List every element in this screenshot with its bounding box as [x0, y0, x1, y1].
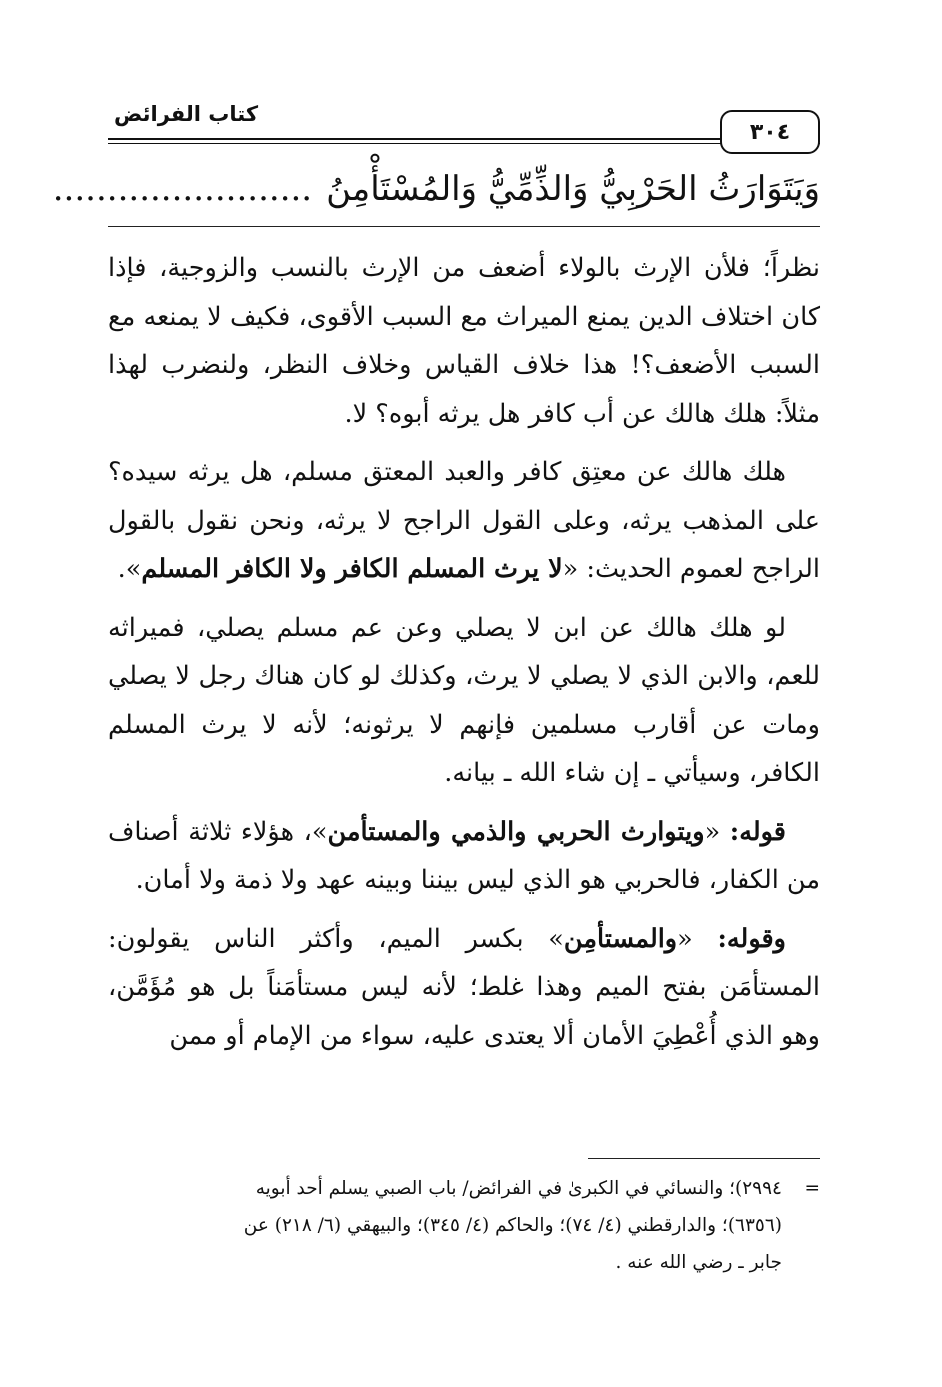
- matn-divider: [108, 226, 820, 227]
- commentary-body: [108, 244, 820, 1070]
- matn-line: [52, 160, 820, 218]
- footnote-line: [108, 1207, 820, 1244]
- paragraph-5: [108, 915, 820, 1061]
- paragraph-4: [108, 808, 820, 905]
- footnotes: [108, 1170, 820, 1281]
- page-header: [108, 100, 820, 146]
- book-page: [52, 92, 820, 1362]
- page-number: ٣٠٤: [720, 110, 820, 154]
- matn-quote: والمستأمِن: [563, 923, 678, 954]
- paragraph-text: «: [677, 923, 718, 954]
- matn-quote: ويتوارث الحربي والذمي والمستأمن: [327, 816, 705, 847]
- qawluhu-label: وقوله:: [717, 923, 786, 954]
- qawluhu-label: قوله:: [729, 816, 786, 847]
- footnote-text: جابر ـ رضي الله عنه .: [615, 1252, 782, 1273]
- header-rule-thin: [108, 143, 820, 144]
- paragraph-text: » بكسر الميم، وأكثر الناس يقولون: المستأمَن بفتح الميم وهذا غلط؛ لأنه ليس مستأمَناً بل هو مُؤَمَّن، وهو الذي أُعْطِيَ الأمان ألا يعتدى عليه، سواء من الإمام أو ممن: [108, 923, 820, 1051]
- paragraph-text: »، هؤلاء ثلاثة أصناف من الكفار، فالحربي هو الذي ليس بيننا وبينه عهد ولا ذمة ولا أمان.: [108, 816, 820, 895]
- paragraph-text: هلك هالك عن معتِق كافر والعبد المعتق مسلم، هل يرثه سيده؟ على المذهب يرثه، وعلى القول الراجح لا يرثه، ونحن نقول بالقول الراجح لعموم الحديث: «: [108, 457, 820, 584]
- paragraph-3: [108, 604, 820, 798]
- paragraph-text: ».: [117, 554, 142, 584]
- footnote-text: ٢٩٩٤)؛ والنسائي في الكبرىٰ في الفرائض/ باب الصبي يسلم أحد أبويه: [255, 1178, 782, 1199]
- paragraph-1: [108, 244, 820, 438]
- paragraph-2: [108, 448, 820, 594]
- hadith-quote: لا يرث المسلم الكافر ولا الكافر المسلم: [141, 554, 563, 584]
- paragraph-text: «: [704, 816, 730, 847]
- footnote-line: [108, 1244, 820, 1281]
- footnote-text: (٦٣٥٦)؛ والدارقطني (٤/ ٧٤)؛ والحاكم (٤/ ٣٤٥)؛ والبيهقي (٦/ ٢١٨) عن: [243, 1215, 782, 1236]
- footnote-divider: [588, 1158, 820, 1159]
- footnote-line: [108, 1170, 820, 1207]
- footnote-continuation-mark: =: [804, 1178, 820, 1199]
- header-rule: [108, 138, 820, 140]
- running-book-title: كتاب الفرائض: [108, 102, 264, 126]
- matn-dots: ........................: [52, 169, 313, 209]
- matn-text: وَيَتَوَارَثُ الحَرْبِيُّ وَالذِّمِّيُّ وَالمُسْتَأْمِنُ: [326, 169, 820, 209]
- paragraph-text: نظراً؛ فلأن الإرث بالولاء أضعف من الإرث بالنسب والزوجية، فإذا كان اختلاف الدين يمنع الميراث مع السبب الأقوى، فكيف لا يمنعه مع السبب الأضعف؟! هذا خلاف القياس وخلاف النظر، ولنضرب لهذا مثلاً: هلك هالك عن أب كافر هل يرثه أبوه؟ لا.: [108, 253, 820, 429]
- paragraph-text: لو هلك هالك عن ابن لا يصلي وعن عم مسلم يصلي، فميراثه للعم، والابن الذي لا يصلي لا يرث، وكذلك لو كان هناك رجل لا يصلي ومات عن أقارب مسلمين فإنهم لا يرثونه؛ لأنه لا يرث المسلم الكافر، وسيأتي ـ إن شاء الله ـ بيانه.: [108, 612, 820, 788]
